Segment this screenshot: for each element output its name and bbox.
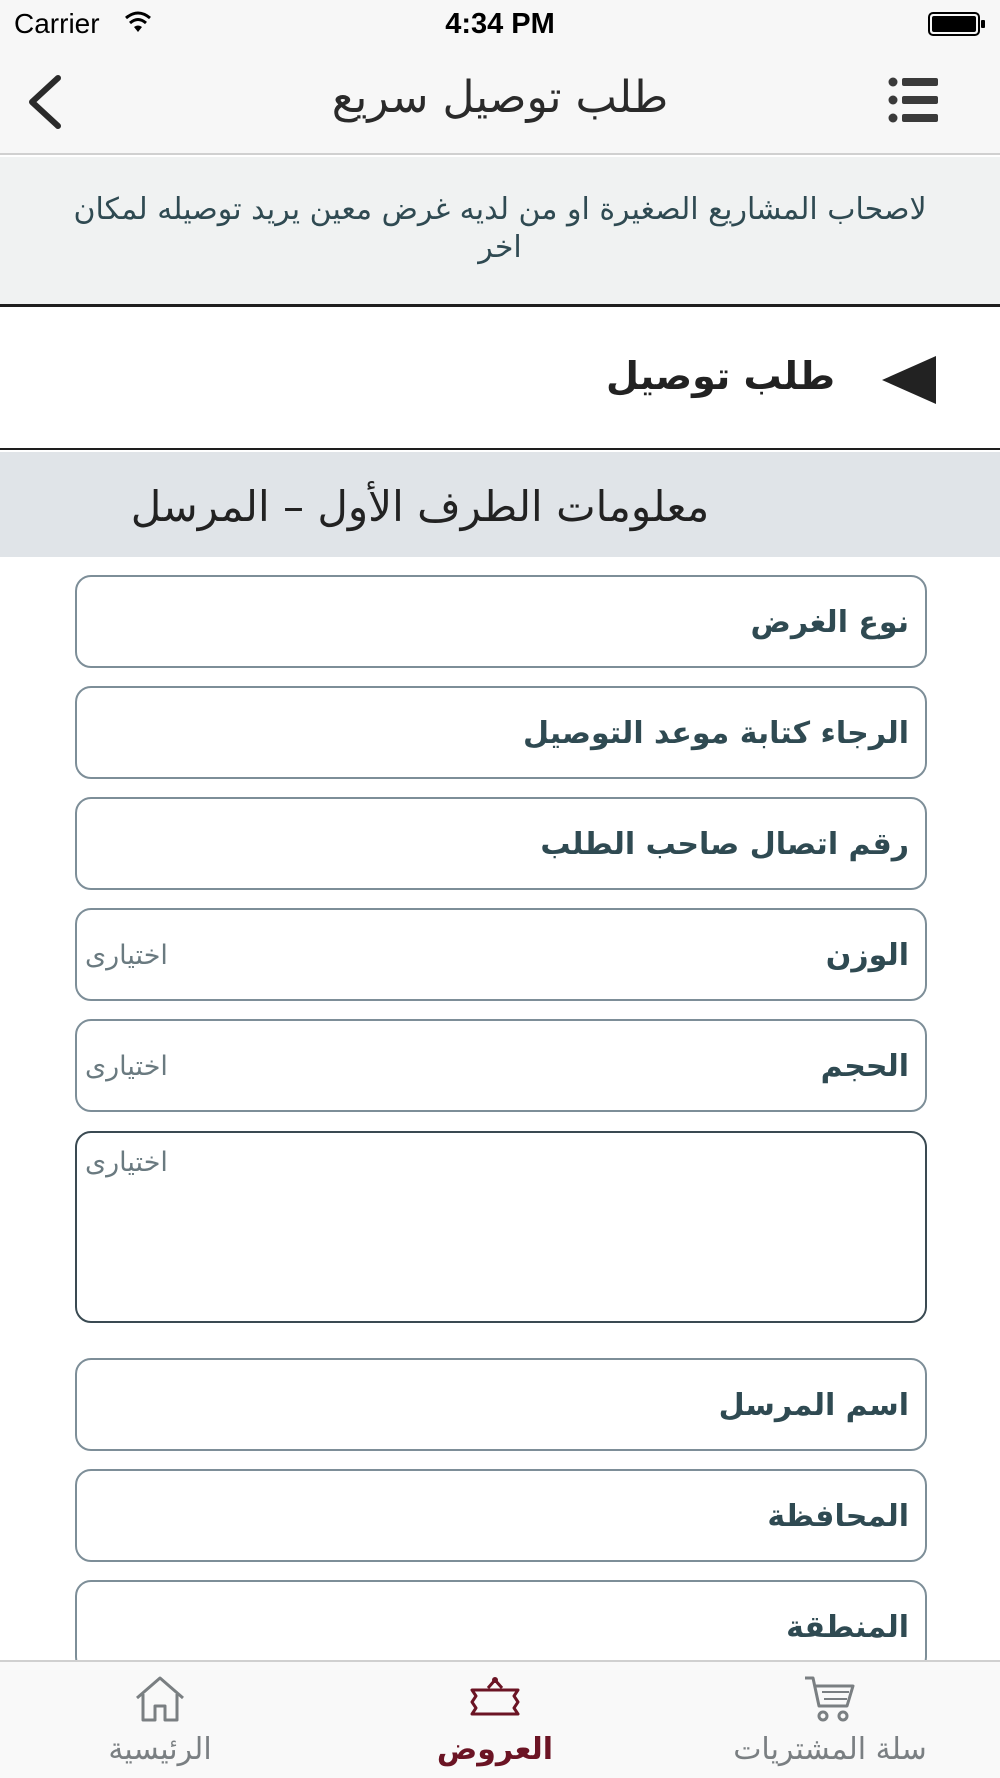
purpose-type-field[interactable] [75, 575, 927, 668]
sender-name-field[interactable] [75, 1358, 927, 1451]
weight-placeholder: اختيارى [85, 940, 168, 971]
triangle-left-icon [880, 354, 938, 406]
governorate-label: المحافظة [767, 1499, 909, 1534]
contact-number-field[interactable] [75, 797, 927, 890]
tab-offers[interactable] [400, 1662, 590, 1778]
tab-cart-label: سلة المشتريات [733, 1732, 927, 1767]
toggle-label: طلب توصيل [605, 354, 835, 398]
tab-home[interactable] [60, 1662, 260, 1778]
region-label: المنطقة [786, 1610, 909, 1645]
purpose-type-label: نوع الغرض [750, 605, 909, 640]
delivery-request-toggle[interactable] [0, 310, 1000, 450]
sender-section-header [0, 452, 1000, 557]
home-icon [133, 1674, 187, 1724]
sender-name-label: اسم المرسل [718, 1388, 909, 1423]
delivery-time-label: الرجاء كتابة موعد التوصيل [522, 716, 909, 751]
info-banner [0, 157, 1000, 307]
tab-offers-label: العروض [436, 1732, 554, 1767]
cart-icon [803, 1674, 857, 1724]
offers-icon [468, 1674, 522, 1724]
status-time: 4:34 PM [445, 8, 555, 40]
list-menu-icon[interactable] [888, 76, 940, 124]
notes-textarea[interactable] [75, 1131, 927, 1323]
nav-bar [0, 50, 1000, 155]
sender-section-title: معلومات الطرف الأول – المرسل [130, 482, 710, 531]
notes-placeholder: اختيارى [85, 1147, 168, 1178]
battery-icon [928, 12, 986, 36]
governorate-field[interactable] [75, 1469, 927, 1562]
tab-home-label: الرئيسية [108, 1732, 212, 1767]
weight-label: الوزن [825, 938, 909, 973]
size-field[interactable] [75, 1019, 927, 1112]
size-placeholder: اختيارى [85, 1051, 168, 1082]
tab-cart[interactable] [700, 1662, 960, 1778]
contact-number-label: رقم اتصال صاحب الطلب [540, 827, 909, 862]
size-label: الحجم [820, 1049, 909, 1084]
info-banner-text: لاصحاب المشاريع الصغيرة او من لديه غرض معين يريد توصيله لمكان اخر [73, 192, 927, 265]
status-bar [0, 0, 1000, 50]
delivery-time-field[interactable] [75, 686, 927, 779]
page-title: طلب توصيل سريع [331, 72, 669, 123]
tab-bar [0, 1660, 1000, 1778]
carrier-label: Carrier [14, 8, 100, 39]
weight-field[interactable] [75, 908, 927, 1001]
